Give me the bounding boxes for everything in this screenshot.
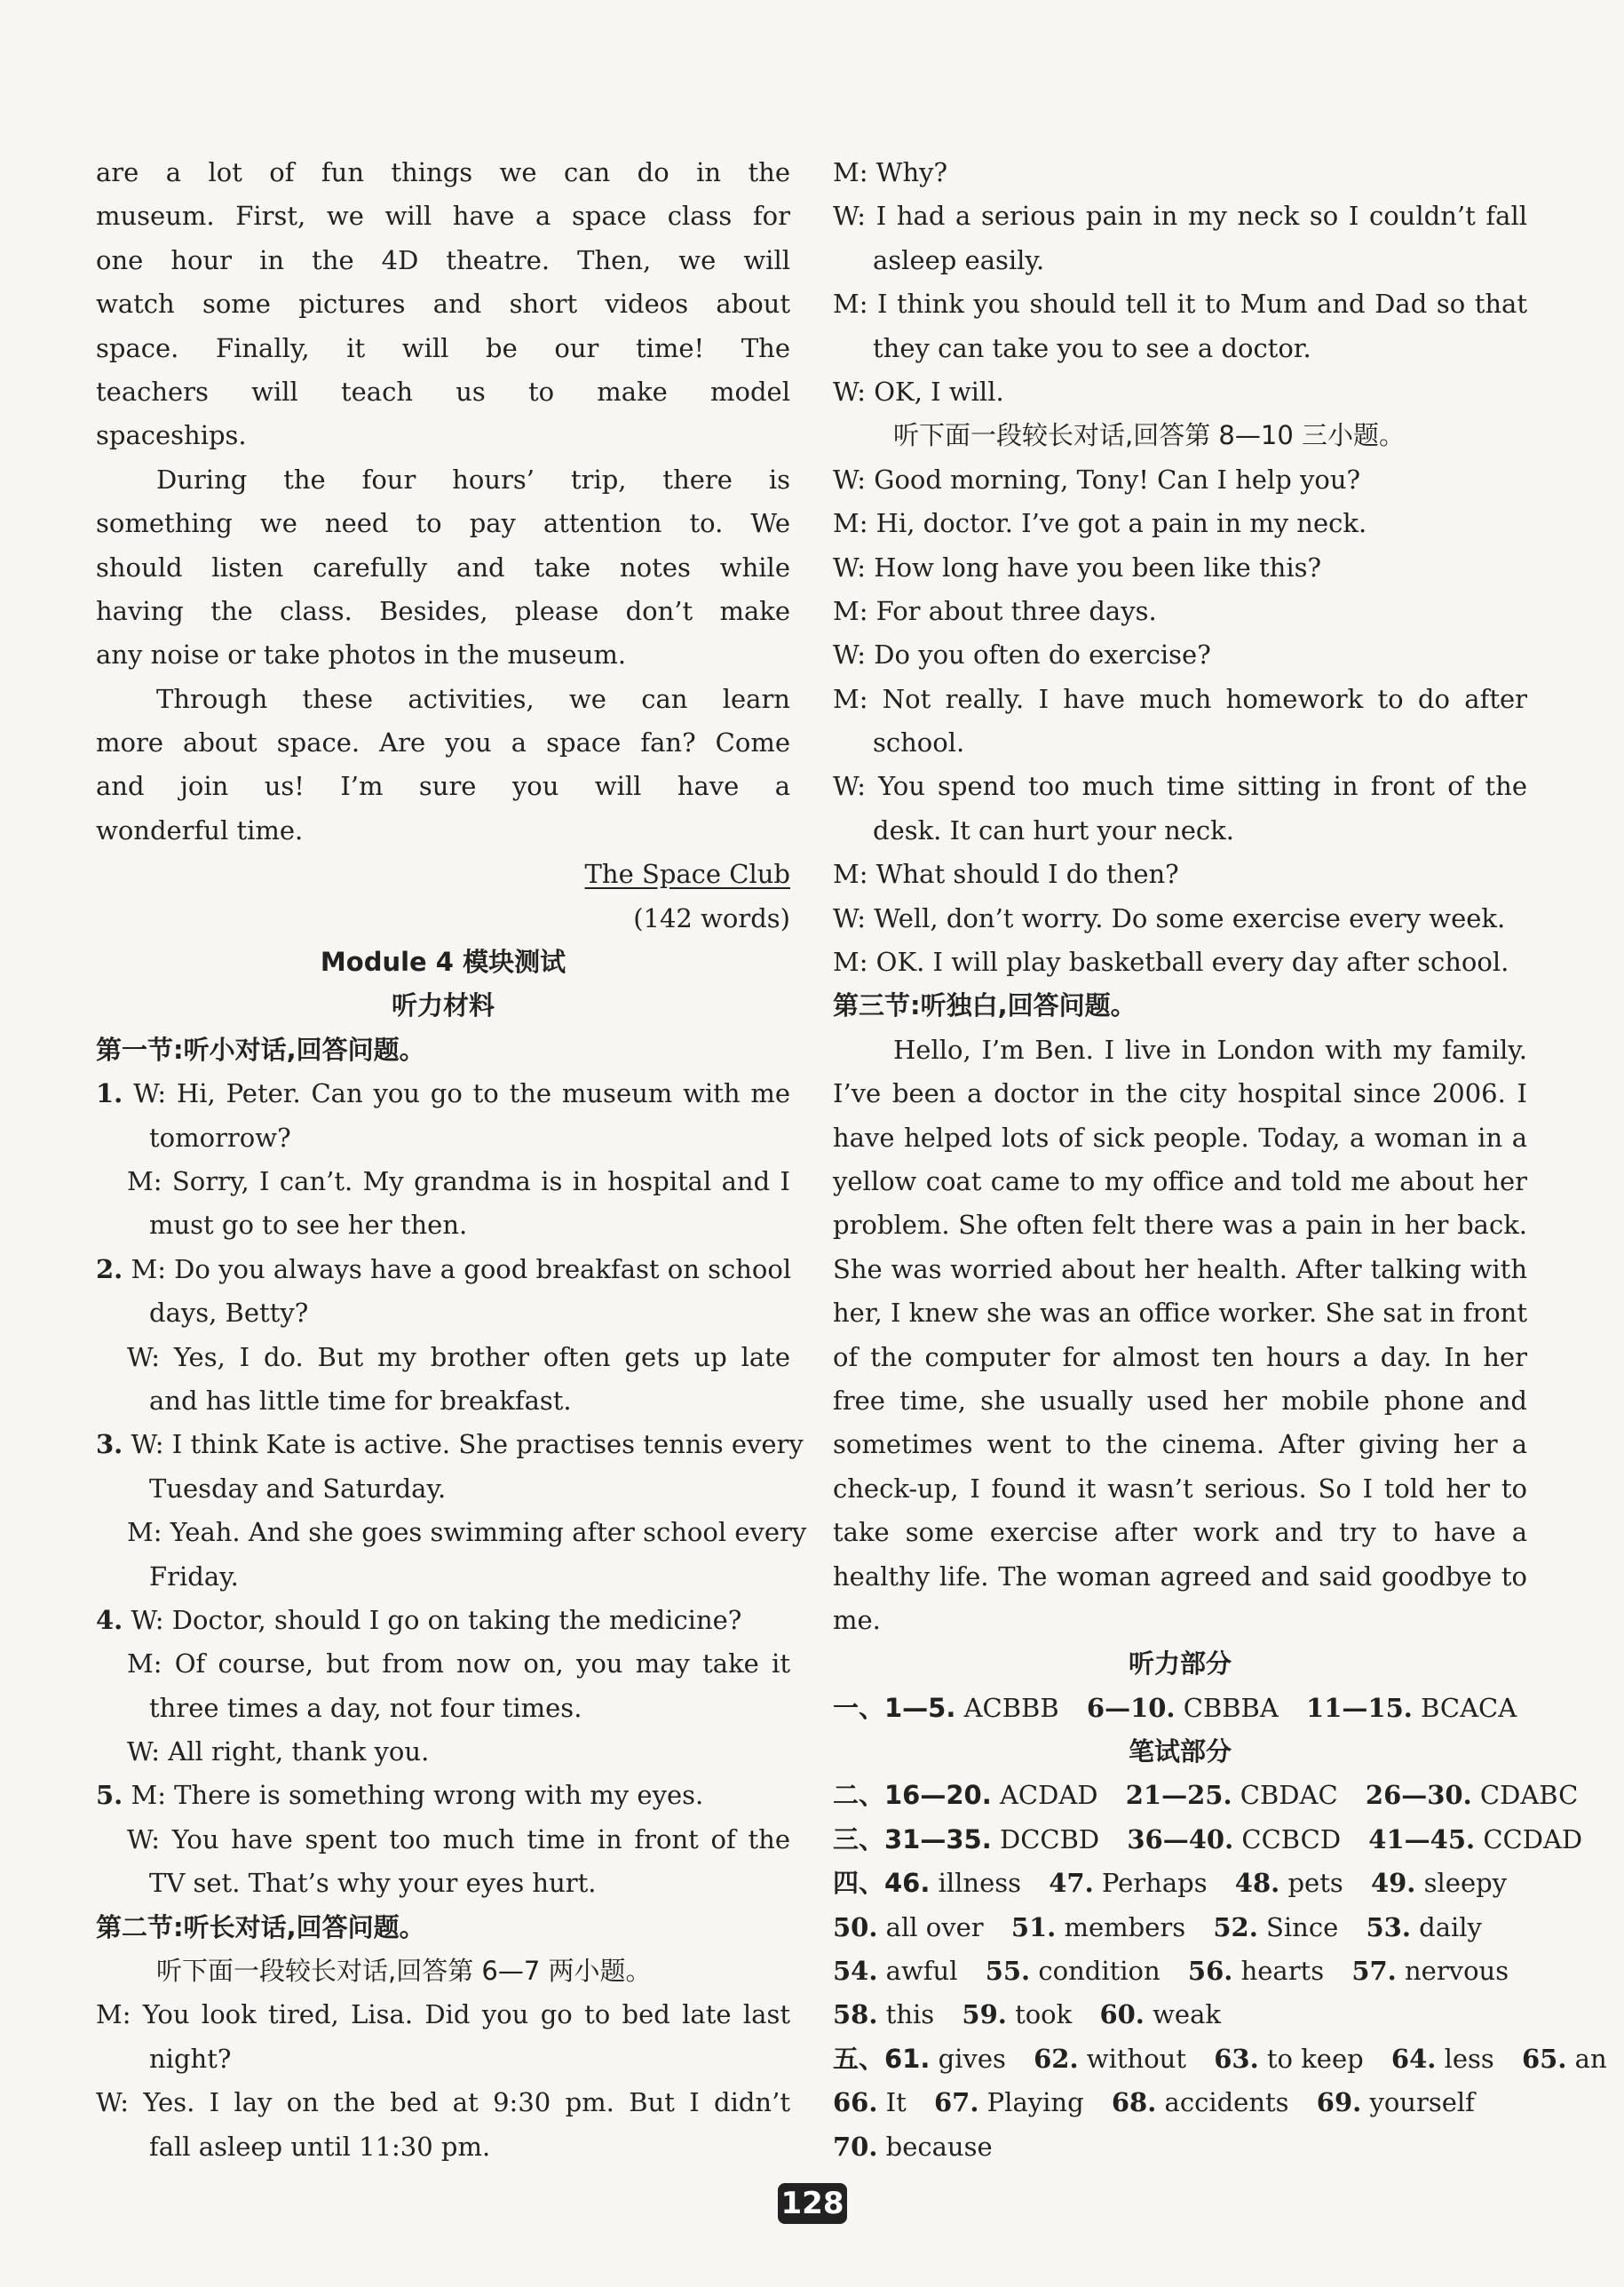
dialog-line: M: You look tired, Lisa. Did you go to bed late last bbox=[96, 1999, 790, 2030]
answer-value: hearts bbox=[1240, 1956, 1325, 1987]
answer-label: 65. bbox=[1522, 2043, 1567, 2074]
answer-value: condition bbox=[1038, 1956, 1161, 1987]
dialog-line: M: I think you should tell it to Mum and Dad so that bbox=[833, 289, 1527, 320]
answer-value: BCACA bbox=[1421, 1692, 1517, 1723]
monologue-line: She was worried about her health. After talking with bbox=[833, 1253, 1527, 1284]
dialog-line: M: What should I do then? bbox=[833, 859, 1179, 890]
answer-value: CBDAC bbox=[1240, 1780, 1338, 1811]
answer-label: 52. bbox=[1213, 1911, 1258, 1942]
answer-label: 48. bbox=[1234, 1868, 1280, 1899]
page-number: 128 bbox=[778, 2183, 847, 2224]
monologue-line: have helped lots of sick people. Today, a woman in a bbox=[833, 1122, 1527, 1153]
passage-line: space. Finally, it will be our time! The bbox=[96, 332, 790, 363]
answer-label: 58. bbox=[833, 1999, 878, 2030]
dialog-line: M: Hi, doctor. I’ve got a pain in my neck. bbox=[833, 508, 1367, 539]
answer-row bbox=[833, 2081, 1527, 2124]
answer-value: members bbox=[1064, 1911, 1186, 1942]
question-number: 2. bbox=[96, 1253, 123, 1284]
signature-text: The Space Club bbox=[584, 859, 790, 890]
answer-value: accidents bbox=[1164, 2087, 1289, 2118]
left-column bbox=[96, 151, 807, 2169]
monologue-line: problem. She often felt there was a pain in her back. bbox=[833, 1210, 1527, 1241]
answer-value: CDABC bbox=[1479, 1780, 1579, 1811]
question-number: 5. bbox=[96, 1780, 123, 1811]
question-5-line: W: You have spent too much time in front of the bbox=[127, 1823, 790, 1854]
passage-line: something we need to pay attention to. We bbox=[96, 508, 790, 539]
answer-label: 66. bbox=[833, 2087, 878, 2118]
dialog-line: M: OK. I will play basketball every day after school. bbox=[833, 947, 1509, 978]
answer-label: 69. bbox=[1316, 2087, 1362, 2118]
monologue-line: of the computer for almost ten hours a day. In her bbox=[833, 1341, 1527, 1372]
monologue-line: sometimes went to the cinema. After giving her a bbox=[833, 1429, 1527, 1460]
answer-value: without bbox=[1086, 2043, 1186, 2074]
answer-label: 60. bbox=[1099, 1999, 1145, 2030]
answer-value: ACBBB bbox=[963, 1692, 1059, 1723]
answer-value: DCCBD bbox=[999, 1823, 1100, 1854]
question-2-line: days, Betty? bbox=[149, 1298, 309, 1329]
monologue-line: take some exercise after work and try to have a bbox=[833, 1517, 1527, 1548]
answer-value: Playing bbox=[986, 2087, 1084, 2118]
passage-line: and join us! I’m sure you will have a bbox=[96, 771, 790, 802]
answer-label: 47. bbox=[1049, 1868, 1094, 1899]
monologue-line: healthy life. The woman agreed and said goodbye to bbox=[833, 1560, 1527, 1592]
section-3-heading: 第三节:听独白,回答问题。 bbox=[833, 990, 1137, 1021]
answer-value: nervous bbox=[1404, 1956, 1509, 1987]
dialog-line: M: Not really. I have much homework to do after bbox=[833, 683, 1527, 714]
dialog-line: W: You spend too much time sitting in front of the bbox=[833, 771, 1527, 802]
answer-row bbox=[833, 1950, 1527, 1993]
passage-line: more about space. Are you a space fan? Come bbox=[96, 727, 790, 758]
answer-label: 二、16—20. bbox=[833, 1780, 992, 1811]
answer-label: 54. bbox=[833, 1956, 878, 1987]
listening-title: 听力材料 bbox=[391, 990, 495, 1021]
passage-line: having the class. Besides, please don’t make bbox=[96, 595, 790, 626]
dialog-line: night? bbox=[149, 2043, 232, 2074]
answer-value: to keep bbox=[1266, 2043, 1364, 2074]
answer-label: 21—25. bbox=[1125, 1780, 1232, 1811]
answer-label: 四、46. bbox=[833, 1868, 931, 1899]
dialog-line: desk. It can hurt your neck. bbox=[873, 814, 1234, 846]
question-5-line: 5. M: There is something wrong with my eyes. bbox=[96, 1780, 704, 1811]
answer-label: 36—40. bbox=[1127, 1823, 1234, 1854]
section-1-heading: 第一节:听小对话,回答问题。 bbox=[96, 1034, 425, 1065]
answer-value: this bbox=[885, 1999, 935, 2030]
answer-value: less bbox=[1444, 2043, 1494, 2074]
dialog-line: M: Why? bbox=[833, 157, 948, 187]
question-2-line: W: Yes, I do. But my brother often gets up late bbox=[127, 1341, 790, 1372]
answer-row bbox=[833, 2125, 1527, 2169]
question-3-line: M: Yeah. And she goes swimming after school every bbox=[127, 1517, 807, 1548]
answer-value: took bbox=[1015, 1999, 1073, 2030]
section-2-heading: 第二节:听长对话,回答问题。 bbox=[96, 1911, 425, 1942]
question-4-line: three times a day, not four times. bbox=[149, 1692, 582, 1723]
answer-label: 53. bbox=[1366, 1911, 1411, 1942]
answer-label: 67. bbox=[934, 2087, 979, 2118]
right-column bbox=[833, 151, 1607, 2169]
dialog-line: M: For about three days. bbox=[833, 595, 1157, 626]
answer-value: gives bbox=[938, 2043, 1006, 2074]
dialog-line: W: Well, don’t worry. Do some exercise every week. bbox=[833, 902, 1506, 933]
answer-value: because bbox=[885, 2131, 993, 2162]
dialog-line: school. bbox=[873, 727, 965, 758]
answer-value: an bbox=[1574, 2043, 1607, 2074]
passage-line: Through these activities, we can learn bbox=[156, 683, 790, 714]
dialog-line: W: How long have you been like this? bbox=[833, 552, 1322, 583]
answer-value: yourself bbox=[1369, 2087, 1475, 2118]
answer-label: 70. bbox=[833, 2131, 878, 2162]
question-1-line: tomorrow? bbox=[149, 1122, 291, 1153]
answer-label: 6—10. bbox=[1086, 1692, 1176, 1723]
question-3-line: 3. W: I think Kate is active. She practises tennis every bbox=[96, 1429, 804, 1460]
answer-label: 55. bbox=[985, 1956, 1031, 1987]
monologue-line: her, I knew she was an office worker. She sat in front bbox=[833, 1298, 1527, 1329]
passage-line: one hour in the 4D theatre. Then, we will bbox=[96, 244, 790, 275]
answer-value: ACDAD bbox=[999, 1780, 1098, 1811]
answer-label: 一、1—5. bbox=[833, 1692, 956, 1723]
dialog-intro: 听下面一段较长对话,回答第 6—7 两小题。 bbox=[156, 1956, 652, 1987]
passage-line: wonderful time. bbox=[96, 814, 304, 846]
answer-value: CCDAD bbox=[1483, 1823, 1583, 1854]
dialog-intro: 听下面一段较长对话,回答第 8—10 三小题。 bbox=[893, 420, 1406, 451]
answer-row bbox=[833, 1774, 1579, 1817]
question-number: 3. bbox=[96, 1429, 123, 1460]
question-4-line: M: Of course, but from now on, you may take it bbox=[127, 1648, 790, 1680]
dialog-line: W: Yes. I lay on the bed at 9:30 pm. But I didn’t bbox=[96, 2087, 790, 2118]
question-2-line: and has little time for breakfast. bbox=[149, 1385, 572, 1416]
answer-label: 62. bbox=[1034, 2043, 1079, 2074]
word-count: (142 words) bbox=[633, 902, 790, 933]
question-number: 4. bbox=[96, 1604, 123, 1635]
dialog-line: fall asleep until 11:30 pm. bbox=[149, 2131, 491, 2162]
dialog-line: W: Do you often do exercise? bbox=[833, 639, 1211, 671]
question-5-line: TV set. That’s why your eyes hurt. bbox=[149, 1868, 597, 1899]
answer-row bbox=[833, 1993, 1527, 2037]
monologue-line: Hello, I’m Ben. I live in London with my family. bbox=[893, 1034, 1527, 1065]
written-part-heading: 笔试部分 bbox=[1128, 1736, 1232, 1767]
passage-line: are a lot of fun things we can do in the bbox=[96, 157, 790, 187]
passage-line: teachers will teach us to make model bbox=[96, 376, 790, 407]
monologue-line: check-up, I found it wasn’t serious. So I told her to bbox=[833, 1473, 1527, 1504]
listening-part-heading: 听力部分 bbox=[1128, 1648, 1232, 1680]
question-1-line: 1. W: Hi, Peter. Can you go to the museum with me bbox=[96, 1078, 791, 1109]
answer-label: 63. bbox=[1214, 2043, 1259, 2074]
answer-label: 五、61. bbox=[833, 2043, 931, 2074]
dialog-line: W: I had a serious pain in my neck so I couldn’t fall bbox=[833, 201, 1527, 232]
answer-label: 64. bbox=[1390, 2043, 1437, 2074]
dialog-line: W: OK, I will. bbox=[833, 376, 1004, 407]
answer-label: 50. bbox=[833, 1911, 878, 1942]
answer-value: weak bbox=[1153, 1999, 1221, 2030]
answer-label: 56. bbox=[1187, 1956, 1233, 1987]
answer-label: 三、31—35. bbox=[833, 1823, 992, 1854]
answer-value: pets bbox=[1287, 1868, 1343, 1899]
answer-value: all over bbox=[885, 1911, 984, 1942]
passage-line: museum. First, we will have a space class for bbox=[96, 201, 790, 232]
dialog-line: they can take you to see a doctor. bbox=[873, 332, 1311, 363]
answer-label: 41—45. bbox=[1368, 1823, 1476, 1854]
answer-label: 57. bbox=[1351, 1956, 1397, 1987]
dialog-line: W: Good morning, Tony! Can I help you? bbox=[833, 464, 1361, 495]
dialog-line: asleep easily. bbox=[873, 244, 1045, 275]
passage-line: watch some pictures and short videos about bbox=[96, 289, 790, 320]
answer-row bbox=[833, 1818, 1583, 1862]
answer-value: Since bbox=[1266, 1911, 1339, 1942]
passage-line: spaceships. bbox=[96, 420, 247, 451]
question-2-line: 2. M: Do you always have a good breakfast on school bbox=[96, 1253, 792, 1284]
answer-value: It bbox=[885, 2087, 907, 2118]
passage-line: During the four hours’ trip, there is bbox=[156, 464, 790, 495]
answer-row bbox=[833, 1862, 1527, 1905]
answer-value: illness bbox=[938, 1868, 1022, 1899]
question-3-line: Friday. bbox=[149, 1560, 239, 1592]
answer-value: Perhaps bbox=[1101, 1868, 1208, 1899]
signature bbox=[96, 853, 790, 896]
answer-row bbox=[833, 1906, 1527, 1950]
answer-label: 11—15. bbox=[1306, 1692, 1413, 1723]
answer-label: 26—30. bbox=[1365, 1780, 1472, 1811]
answer-value: CBBBA bbox=[1183, 1692, 1279, 1723]
answer-value: CCBCD bbox=[1241, 1823, 1342, 1854]
passage-line: should listen carefully and take notes while bbox=[96, 552, 790, 583]
question-number: 1. bbox=[96, 1078, 123, 1109]
answer-value: awful bbox=[885, 1956, 958, 1987]
question-4-line: 4. W: Doctor, should I go on taking the medicine? bbox=[96, 1604, 742, 1635]
answer-row bbox=[833, 1687, 1527, 1730]
answer-row bbox=[833, 2037, 1607, 2081]
answer-label: 59. bbox=[962, 1999, 1007, 2030]
answer-value: daily bbox=[1419, 1911, 1482, 1942]
monologue-line: free time, she usually used her mobile phone and bbox=[833, 1385, 1527, 1416]
answer-value: sleepy bbox=[1423, 1868, 1508, 1899]
monologue-line: yellow coat came to my office and told me about her bbox=[833, 1165, 1527, 1196]
answer-label: 49. bbox=[1370, 1868, 1416, 1899]
answer-label: 51. bbox=[1010, 1911, 1057, 1942]
passage-line: any noise or take photos in the museum. bbox=[96, 639, 627, 671]
monologue-line: me. bbox=[833, 1604, 881, 1635]
answer-label: 68. bbox=[1111, 2087, 1157, 2118]
question-1-line: M: Sorry, I can’t. My grandma is in hospital and I bbox=[127, 1165, 790, 1196]
question-3-line: Tuesday and Saturday. bbox=[149, 1473, 447, 1504]
module-title: Module 4 模块测试 bbox=[320, 947, 566, 978]
monologue-line: I’ve been a doctor in the city hospital since 2006. I bbox=[833, 1078, 1527, 1109]
question-1-line: must go to see her then. bbox=[149, 1210, 468, 1241]
question-4-line: W: All right, thank you. bbox=[127, 1736, 430, 1767]
